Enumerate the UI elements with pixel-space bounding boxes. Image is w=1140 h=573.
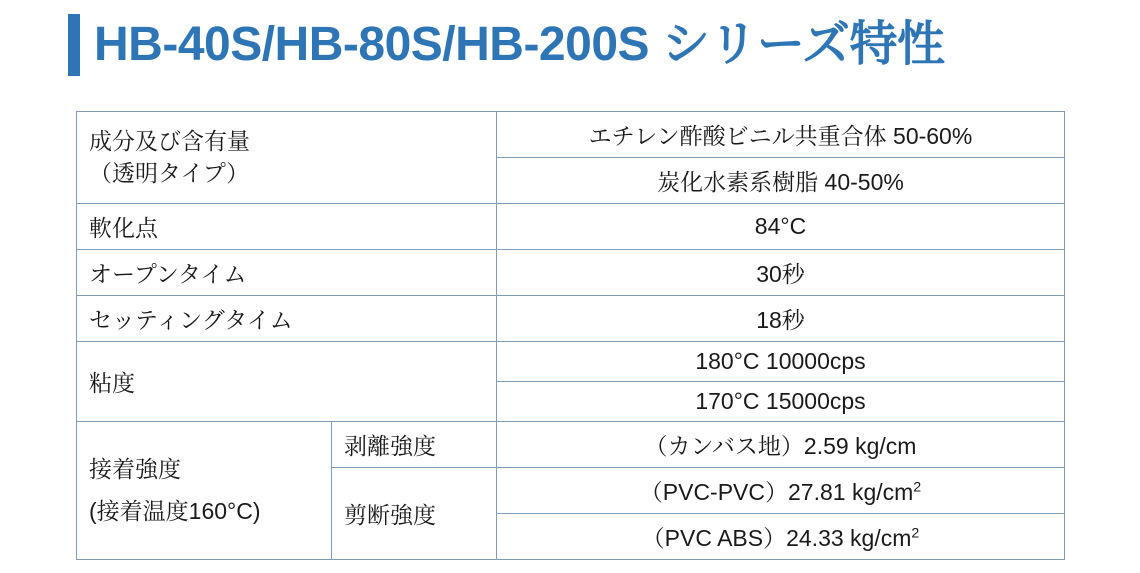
row-value: （PVC ABS）24.33 $kg/cm^2$ xyxy=(497,514,1065,560)
row-value: 84°C xyxy=(497,204,1065,250)
table-row xyxy=(77,204,1065,250)
table-row xyxy=(77,342,1065,382)
row-value: （カンバス地）2.59 kg/cm xyxy=(497,422,1065,468)
table-row xyxy=(77,250,1065,296)
title-accent-bar xyxy=(68,14,80,76)
row-value: （PVC-PVC）27.81 $kg/cm^2$ xyxy=(497,468,1065,514)
specification-table xyxy=(76,111,1065,560)
row-value: 170°C 15000cps xyxy=(497,382,1065,422)
row-sublabel-shear-strength: 剪断強度 xyxy=(332,468,497,560)
row-label-open-time: オープンタイム xyxy=(77,250,497,296)
page-title-text: HB-40S/HB-80S/HB-200S シリーズ特性 xyxy=(94,17,945,71)
row-sublabel-peel-strength: 剥離強度 xyxy=(332,422,497,468)
table-row xyxy=(77,422,1065,468)
row-label-adhesive-strength: 接着強度 (接着温度160°C) xyxy=(77,422,332,560)
row-value: 18秒 xyxy=(497,296,1065,342)
row-value: 炭化水素系樹脂 40-50% xyxy=(497,158,1065,204)
row-label-viscosity: 粘度 xyxy=(77,342,497,422)
table-row xyxy=(77,296,1065,342)
row-value: エチレン酢酸ビニル共重合体 50-60% xyxy=(497,112,1065,158)
row-label-composition: 成分及び含有量 （透明タイプ） xyxy=(77,112,497,204)
row-label-setting-time: セッティングタイム xyxy=(77,296,497,342)
row-label-softening-point: 軟化点 xyxy=(77,204,497,250)
table-row xyxy=(77,112,1065,158)
row-value: 180°C 10000cps xyxy=(497,342,1065,382)
row-value: 30秒 xyxy=(497,250,1065,296)
page-title xyxy=(68,14,944,76)
